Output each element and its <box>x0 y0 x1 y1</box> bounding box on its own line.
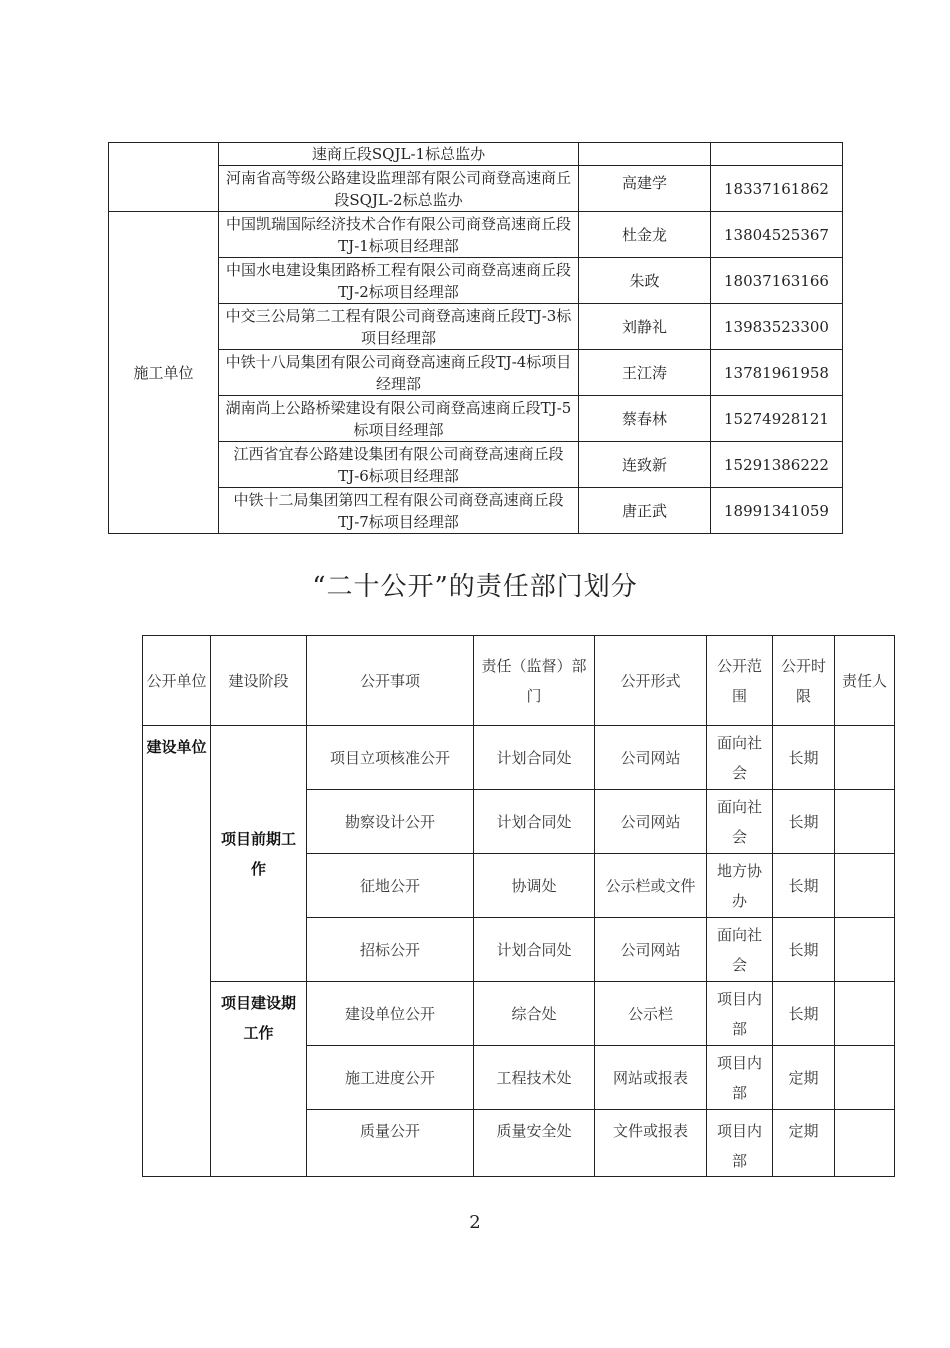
person-cell: 杜金龙 <box>579 212 711 258</box>
org-cell: 中国凯瑞国际经济技术合作有限公司商登高速商丘段TJ-1标项目经理部 <box>219 212 579 258</box>
item-cell: 建设单位公开 <box>307 982 474 1046</box>
person-cell: 朱政 <box>579 258 711 304</box>
table-row <box>109 304 843 350</box>
org-cell: 江西省宜春公路建设集团有限公司商登高速商丘段TJ-6标项目经理部 <box>219 442 579 488</box>
person-cell: 蔡春林 <box>579 396 711 442</box>
form-cell: 公司网站 <box>595 918 707 982</box>
form-cell: 公司网站 <box>595 790 707 854</box>
period-cell: 定期 <box>773 1046 835 1110</box>
person-cell <box>835 726 895 790</box>
org-cell: 中铁十八局集团有限公司商登高速商丘段TJ-4标项目经理部 <box>219 350 579 396</box>
dept-cell: 计划合同处 <box>474 726 595 790</box>
phone-cell: 18337161862 <box>711 166 843 212</box>
header-form: 公开形式 <box>595 636 707 726</box>
item-cell: 勘察设计公开 <box>307 790 474 854</box>
header-item: 公开事项 <box>307 636 474 726</box>
org-cell: 河南省高等级公路建设监理部有限公司商登高速商丘段SQJL-2标总监办 <box>219 166 579 212</box>
table-row <box>109 396 843 442</box>
person-cell: 刘静礼 <box>579 304 711 350</box>
scope-cell: 面向社会 <box>707 726 773 790</box>
table-row <box>109 143 843 166</box>
scope-cell: 项目内部 <box>707 1110 773 1177</box>
period-cell: 长期 <box>773 854 835 918</box>
item-cell: 征地公开 <box>307 854 474 918</box>
org-cell: 湖南尚上公路桥梁建设有限公司商登高速商丘段TJ-5标项目经理部 <box>219 396 579 442</box>
phone-cell: 13781961958 <box>711 350 843 396</box>
scope-cell: 面向社会 <box>707 918 773 982</box>
header-scope: 公开范围 <box>707 636 773 726</box>
item-cell: 项目立项核准公开 <box>307 726 474 790</box>
page-number: 2 <box>469 1212 481 1233</box>
person-cell <box>835 790 895 854</box>
item-cell: 招标公开 <box>307 918 474 982</box>
person-cell <box>835 982 895 1046</box>
table-row <box>143 726 895 790</box>
period-cell: 长期 <box>773 918 835 982</box>
division-table <box>142 635 895 1177</box>
table-row <box>143 982 895 1046</box>
org-cell: 中铁十二局集团第四工程有限公司商登高速商丘段TJ-7标项目经理部 <box>219 488 579 534</box>
table-row <box>109 212 843 258</box>
stage-cell: 项目前期工作 <box>211 726 307 982</box>
table-row <box>109 258 843 304</box>
org-cell: 中国水电建设集团路桥工程有限公司商登高速商丘段TJ-2标项目经理部 <box>219 258 579 304</box>
person-cell: 唐正武 <box>579 488 711 534</box>
header-unit: 公开单位 <box>143 636 211 726</box>
unit-cell: 建设单位 <box>143 726 211 1177</box>
form-cell: 公司网站 <box>595 726 707 790</box>
period-cell: 长期 <box>773 726 835 790</box>
unit-cell: 施工单位 <box>109 212 219 534</box>
unit-cell <box>109 143 219 212</box>
table-row <box>109 166 843 212</box>
dept-cell: 计划合同处 <box>474 790 595 854</box>
header-row <box>143 636 895 726</box>
table-row <box>109 350 843 396</box>
person-cell <box>835 854 895 918</box>
period-cell: 长期 <box>773 982 835 1046</box>
phone-cell: 15291386222 <box>711 442 843 488</box>
table-row <box>109 488 843 534</box>
scope-cell: 地方协办 <box>707 854 773 918</box>
table-row <box>109 442 843 488</box>
person-cell <box>835 1110 895 1177</box>
stage-cell: 项目建设期工作 <box>211 982 307 1177</box>
person-cell <box>835 1046 895 1110</box>
dept-cell: 综合处 <box>474 982 595 1046</box>
org-cell: 中交三公局第二工程有限公司商登高速商丘段TJ-3标项目经理部 <box>219 304 579 350</box>
scope-cell: 项目内部 <box>707 1046 773 1110</box>
phone-cell <box>711 143 843 166</box>
scope-cell: 面向社会 <box>707 790 773 854</box>
phone-cell: 18037163166 <box>711 258 843 304</box>
header-period: 公开时限 <box>773 636 835 726</box>
phone-cell: 15274928121 <box>711 396 843 442</box>
person-cell: 连致新 <box>579 442 711 488</box>
dept-cell: 协调处 <box>474 854 595 918</box>
phone-cell: 13983523300 <box>711 304 843 350</box>
form-cell: 公示栏 <box>595 982 707 1046</box>
dept-cell: 工程技术处 <box>474 1046 595 1110</box>
phone-cell: 18991341059 <box>711 488 843 534</box>
person-cell <box>579 143 711 166</box>
person-cell: 王江涛 <box>579 350 711 396</box>
scope-cell: 项目内部 <box>707 982 773 1046</box>
form-cell: 网站或报表 <box>595 1046 707 1110</box>
form-cell: 公示栏或文件 <box>595 854 707 918</box>
item-cell: 质量公开 <box>307 1110 474 1177</box>
phone-cell: 13804525367 <box>711 212 843 258</box>
contact-table <box>108 142 843 534</box>
dept-cell: 计划合同处 <box>474 918 595 982</box>
person-cell: 高建学 <box>579 166 711 212</box>
item-cell: 施工进度公开 <box>307 1046 474 1110</box>
person-cell <box>835 918 895 982</box>
period-cell: 长期 <box>773 790 835 854</box>
header-person: 责任人 <box>835 636 895 726</box>
org-cell: 速商丘段SQJL-1标总监办 <box>219 143 579 166</box>
header-dept: 责任（监督）部门 <box>474 636 595 726</box>
period-cell: 定期 <box>773 1110 835 1177</box>
form-cell: 文件或报表 <box>595 1110 707 1177</box>
section-title: “二十公开”的责任部门划分 <box>312 572 638 602</box>
dept-cell: 质量安全处 <box>474 1110 595 1177</box>
header-stage: 建设阶段 <box>211 636 307 726</box>
